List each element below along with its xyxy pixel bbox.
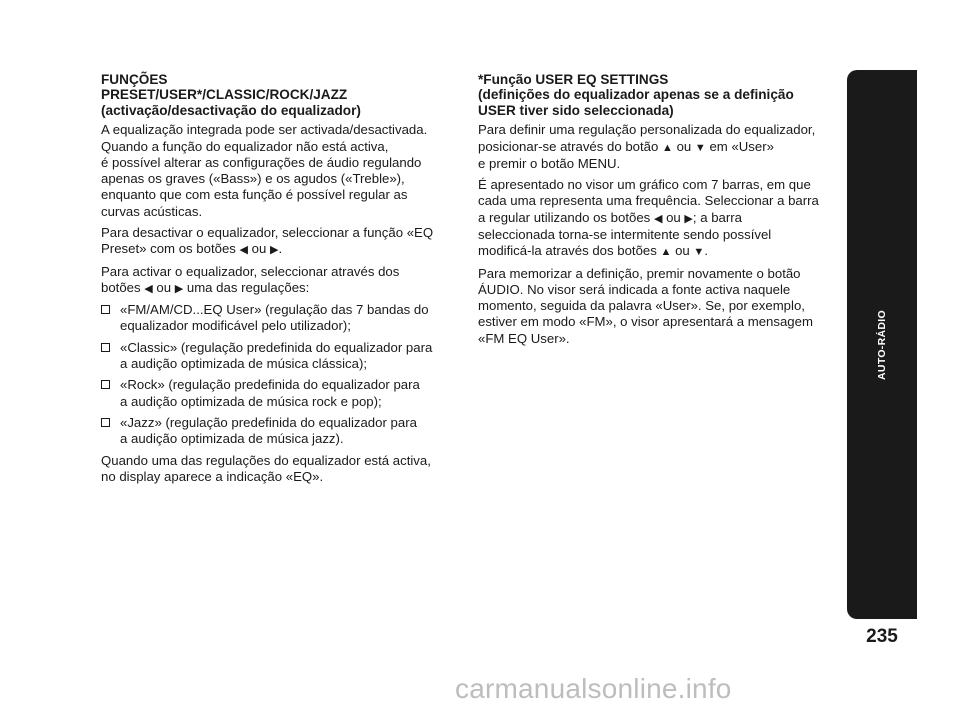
checkbox-bullet-icon [101,418,110,427]
down-arrow-icon: ▼ [693,246,705,259]
paragraph-bars: É apresentado no visor um gráfico com 7 barras, em que cada uma representa uma frequência. Seleccionar a barra a regular utilizando os botões ◀ ou ▶; a barra seleccionada torna-se intermitente sendo possível modificá-la através dos botões ▲ ou ▼. [478,177,819,259]
section-tab-label: AUTO-RÁDIO [876,309,888,380]
checkbox-bullet-icon [101,343,110,352]
right-arrow-icon: ▶ [270,244,279,257]
left-arrow-icon: ◀ [653,212,663,225]
section-heading-user-eq: *Função USER EQ SETTINGS (definições do equalizador apenas se a definição USER tiver sido seleccionada) [478,72,794,118]
left-column [101,72,446,490]
section-tab [847,70,917,619]
checkbox-bullet-icon [101,305,110,314]
section-heading-equalizer: FUNÇÕES PRESET/USER*/CLASSIC/ROCK/JAZZ (activação/desactivação do equalizador) [101,72,361,118]
paragraph-user-setup: Para definir uma regulação personalizada do equalizador, posicionar-se através do botão ▲ ou ▼ em «User» e premir o botão MENU. [478,122,816,171]
paragraph-eq-indicator: Quando uma das regulações do equalizador está activa, no display aparece a indicação «EQ». [101,452,431,484]
watermark: carmanualsonline.info [455,673,732,704]
up-arrow-icon: ▲ [662,141,673,154]
paragraph-deactivate: Para desactivar o equalizador, seleccionar a função «EQ Preset» com os botões ◀ ou ▶. [101,225,434,257]
right-column [478,72,830,352]
left-arrow-icon: ◀ [144,282,153,295]
paragraph-activate: Para activar o equalizador, seleccionar através dos botões ◀ ou ▶ uma das regulações: [101,263,400,295]
list-item: «Classic» (regulação predefinida do equalizador para a audição optimizada de música clássica); [101,340,446,373]
right-arrow-icon: ▶ [174,282,184,295]
up-arrow-icon: ▲ [660,246,672,259]
list-item: «Rock» (regulação predefinida do equalizador para a audição optimizada de música rock e pop); [101,377,446,410]
left-arrow-icon: ◀ [239,244,249,257]
list-item: «Jazz» (regulação predefinida do equalizador para a audição optimizada de música jazz). [101,415,446,448]
down-arrow-icon: ▼ [694,141,706,154]
right-arrow-icon: ▶ [684,212,693,225]
paragraph-intro: A equalização integrada pode ser activada/desactivada. Quando a função do equalizador não está activa, é possível alterar as configurações de áudio regulando apenas os graves («Bass») e os agudos («Treble»), enquanto que com esta função é possível regular as curvas acústicas. [101,122,428,219]
checkbox-bullet-icon [101,380,110,389]
paragraph-memorize: Para memorizar a definição, premir novamente o botão ÁUDIO. No visor será indicada a fonte activa naquele momento, seguida da palavra «User». Se, por exemplo, estiver em modo «FM», o visor apresentará a mensagem «FM EQ User». [478,265,813,346]
list-item: «FM/AM/CD...EQ User» (regulação das 7 bandas do equalizador modificável pelo utilizador); [101,302,446,335]
page-number: 235 [866,626,898,647]
